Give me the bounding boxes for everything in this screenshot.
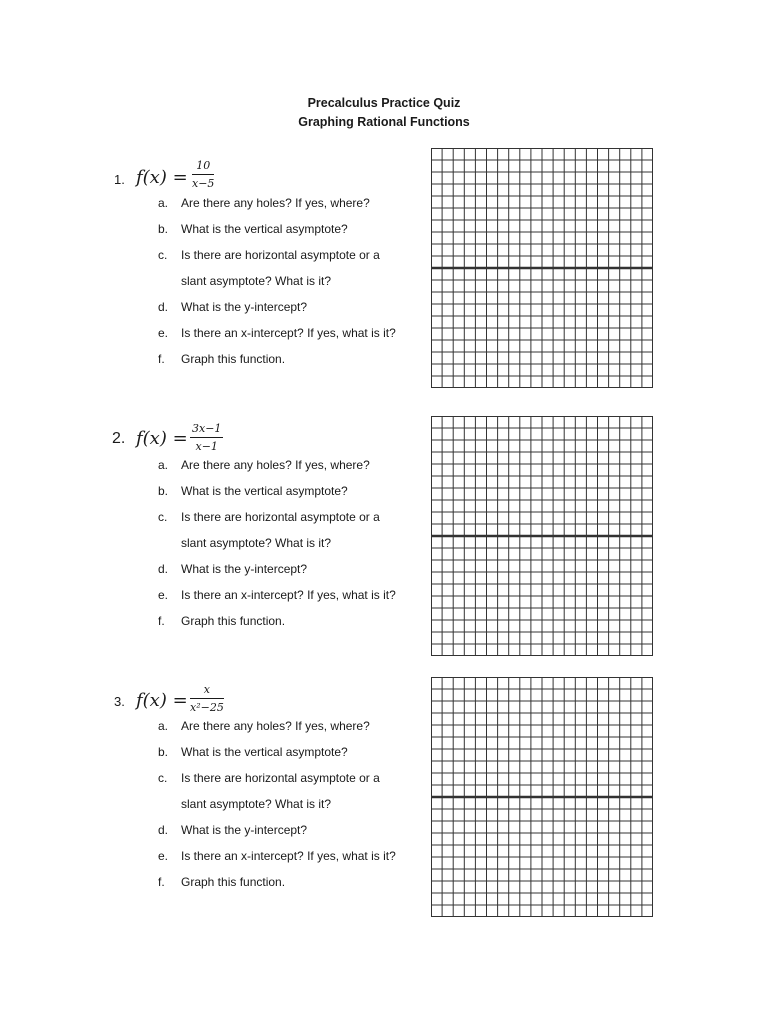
question-text: What is the vertical asymptote?: [181, 745, 348, 759]
question-letter: e.: [158, 849, 169, 863]
question-text: What is the y-intercept?: [181, 823, 308, 837]
question-text: Are there any holes? If yes, where?: [181, 719, 370, 733]
quiz-title: Precalculus Practice Quiz: [307, 96, 461, 110]
quiz-header: [0, 94, 768, 132]
graph-grid: [431, 677, 653, 917]
question-letter: d.: [158, 823, 169, 837]
question-text: Graph this function.: [181, 875, 286, 889]
question-text: Are there any holes? If yes, where?: [181, 196, 370, 210]
question-letter: e.: [158, 588, 169, 602]
question-text: Are there any holes? If yes, where?: [181, 458, 370, 472]
graph-grid: [431, 148, 653, 388]
problem-number: 3.: [114, 694, 125, 709]
fraction-denominator: x−1: [195, 440, 218, 453]
question-letter: c.: [158, 771, 168, 785]
question-letter: f.: [158, 352, 165, 366]
question-text: Is there are horizontal asymptote or a: [181, 248, 380, 262]
function-label: f(x) =: [136, 167, 188, 188]
question-text: slant asymptote? What is it?: [181, 797, 332, 811]
fraction-numerator: 3x−1: [192, 422, 222, 435]
question-text: What is the vertical asymptote?: [181, 222, 348, 236]
question-letter: c.: [158, 248, 168, 262]
question-text: Is there are horizontal asymptote or a: [181, 771, 380, 785]
question-letter: d.: [158, 300, 169, 314]
fraction-denominator: x−5: [192, 177, 215, 190]
problem-number: 1.: [114, 172, 125, 187]
graph-grid: [431, 416, 653, 656]
problem-1: [0, 148, 768, 408]
question-text: slant asymptote? What is it?: [181, 536, 332, 550]
problem-2: [0, 416, 768, 676]
question-letter: e.: [158, 326, 169, 340]
question-letter: a.: [158, 458, 169, 472]
problem-3: [0, 677, 768, 937]
question-text: Graph this function.: [181, 614, 286, 628]
question-letter: d.: [158, 562, 169, 576]
question-text: What is the y-intercept?: [181, 300, 308, 314]
question-text: Is there an x-intercept? If yes, what is it?: [181, 326, 396, 340]
function-label: f(x) =: [136, 690, 188, 711]
question-text: Is there an x-intercept? If yes, what is it?: [181, 849, 396, 863]
question-letter: f.: [158, 614, 165, 628]
question-text: slant asymptote? What is it?: [181, 274, 332, 288]
question-letter: a.: [158, 719, 169, 733]
fraction-denominator: x²−25: [190, 701, 224, 714]
question-text: Graph this function.: [181, 352, 286, 366]
question-letter: f.: [158, 875, 165, 889]
function-fraction: [190, 422, 223, 453]
question-letter: b.: [158, 484, 169, 498]
question-text: Is there an x-intercept? If yes, what is it?: [181, 588, 396, 602]
question-letter: a.: [158, 196, 169, 210]
question-letter: b.: [158, 222, 169, 236]
problem-number: 2.: [112, 430, 126, 447]
function-fraction: [190, 683, 224, 714]
question-text: Is there are horizontal asymptote or a: [181, 510, 380, 524]
fraction-numerator: 10: [196, 159, 211, 172]
function-label: f(x) =: [136, 428, 188, 449]
question-letter: c.: [158, 510, 168, 524]
function-fraction: [192, 159, 214, 190]
question-letter: b.: [158, 745, 169, 759]
quiz-subtitle: Graphing Rational Functions: [298, 115, 470, 129]
fraction-numerator: x: [203, 683, 211, 696]
question-text: What is the vertical asymptote?: [181, 484, 348, 498]
question-text: What is the y-intercept?: [181, 562, 308, 576]
